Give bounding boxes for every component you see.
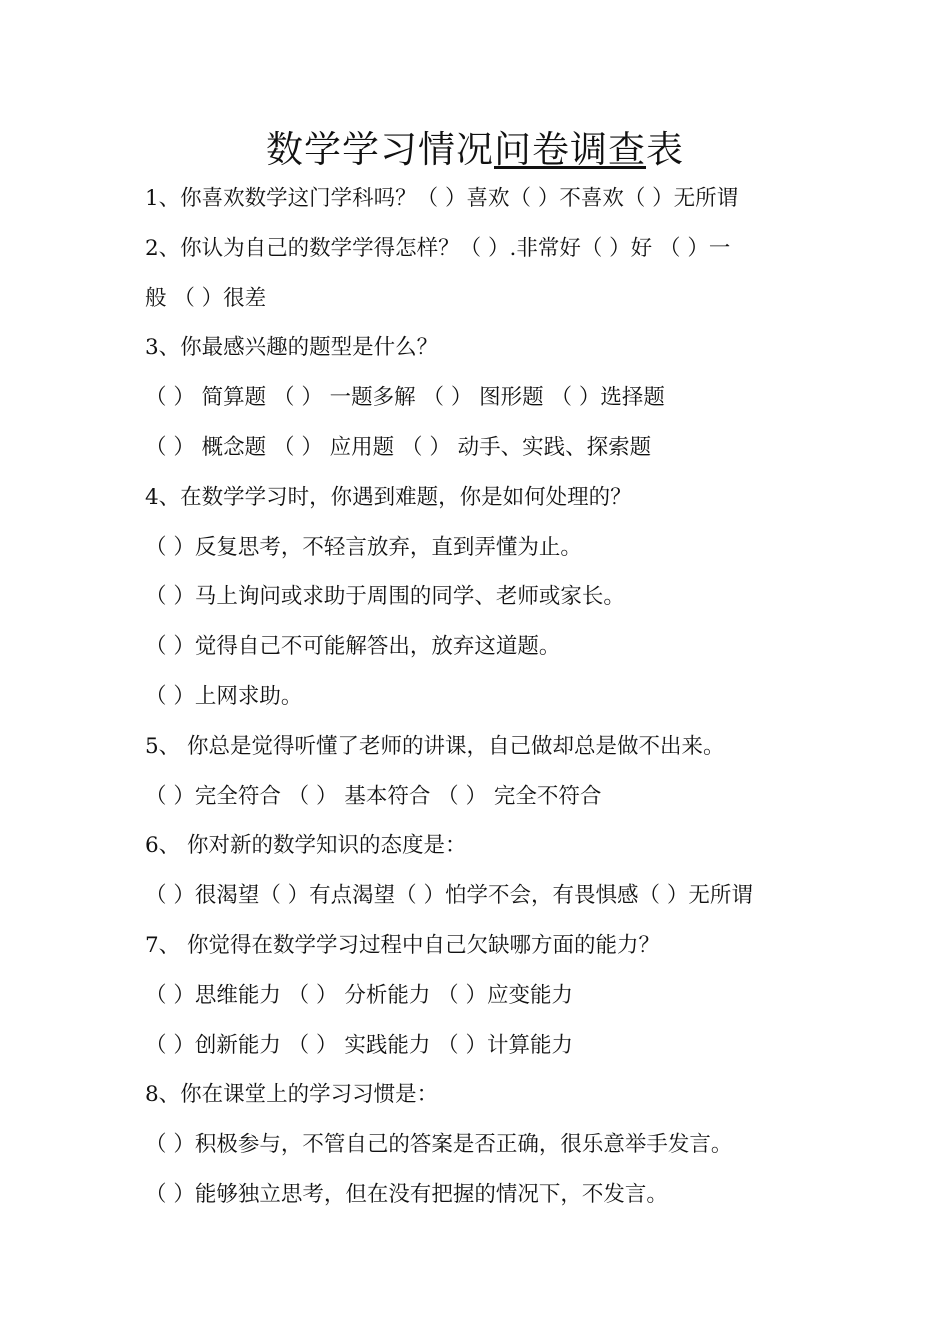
question-3-options-row-2: （ ） 概念题 （ ） 应用题 （ ） 动手、实践、探索题	[145, 434, 652, 460]
question-6-options: （ ）很渴望（ ）有点渴望（ ）怕学不会，有畏惧感（ ）无所谓	[145, 883, 753, 909]
question-5: 5、 你总是觉得听懂了老师的讲课，自己做却总是做不出来。	[145, 733, 725, 759]
question-3: 3、你最感兴趣的题型是什么？	[145, 335, 439, 361]
question-2: 2、你认为自己的数学学得怎样？（ ）.非常好（ ）好 （ ）一	[145, 235, 731, 261]
question-1: 1、你喜欢数学这门学科吗？（ ）喜欢（ ）不喜欢（ ）无所谓	[145, 186, 739, 211]
question-4: 4、在数学学习时，你遇到难题，你是如何处理的？	[145, 484, 632, 510]
question-4-option-1: （ ）反复思考，不轻言放弃，直到弄懂为止。	[145, 534, 582, 560]
question-8-option-2: （ ）能够独立思考，但在没有把握的情况下，不发言。	[145, 1181, 668, 1207]
question-7: 7、 你觉得在数学学习过程中自己欠缺哪方面的能力？	[145, 932, 661, 958]
question-4-option-3: （ ）觉得自己不可能解答出，放弃这道题。	[145, 634, 561, 660]
question-6: 6、 你对新的数学知识的态度是：	[145, 833, 467, 859]
questionnaire-body	[145, 174, 815, 1220]
question-8: 8、你在课堂上的学习习惯是：	[145, 1082, 439, 1108]
question-3-options-row-1: （ ） 简算题 （ ） 一题多解 （ ） 图形题 （ ）选择题	[145, 385, 665, 411]
question-7-options-row-1: （ ）思维能力 （ ） 分析能力 （ ）应变能力	[145, 982, 574, 1008]
question-4-option-4: （ ）上网求助。	[145, 683, 303, 709]
question-8-option-1: （ ）积极参与，不管自己的答案是否正确，很乐意举手发言。	[145, 1132, 733, 1158]
question-4-option-2: （ ）马上询问或求助于周围的同学、老师或家长。	[145, 584, 625, 610]
title-part-1: 数学学习情况	[266, 128, 494, 171]
title-part-2-underlined: 问卷调查	[494, 128, 646, 171]
question-7-options-row-2: （ ）创新能力 （ ） 实践能力 （ ）计算能力	[145, 1032, 574, 1058]
page-title	[0, 124, 950, 176]
question-2-continued: 般 （ ）很差	[145, 285, 267, 311]
question-5-options: （ ）完全符合 （ ） 基本符合 （ ） 完全不符合	[145, 783, 602, 809]
title-part-3: 表	[646, 128, 684, 171]
